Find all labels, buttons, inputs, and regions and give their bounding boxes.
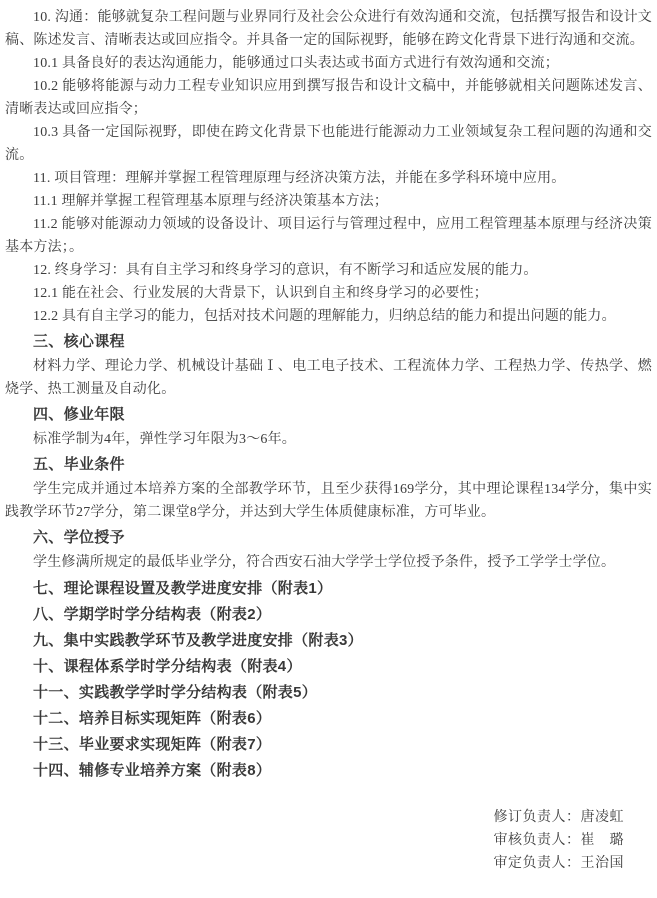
attachment-heading-table1: 七、理论课程设置及教学进度安排（附表1） bbox=[33, 580, 333, 597]
section-heading-graduation-requirements: 五、毕业条件 bbox=[33, 456, 125, 473]
paragraph-12-2: 12.2 具有自主学习的能力，包括对技术问题的理解能力，归纳总结的能力和提出问题的能力。 bbox=[33, 309, 616, 324]
paragraph-12-1: 12.1 能在社会、行业发展的大背景下，认识到自主和终身学习的必要性； bbox=[33, 286, 488, 301]
signature-approval-owner: 审定负责人：王治国 bbox=[493, 856, 624, 871]
paragraph-degree-conferral: 学生修满所规定的最低毕业学分，符合西安石油大学学士学位授予条件，授予工学学士学位。 bbox=[33, 555, 616, 570]
attachment-heading-table7: 十三、毕业要求实现矩阵（附表7） bbox=[33, 736, 272, 753]
paragraph-lifelong-learning: 12. 终身学习：具有自主学习和终身学习的意识，有不断学习和适应发展的能力。 bbox=[33, 263, 538, 278]
attachment-heading-table2: 八、学期学时学分结构表（附表2） bbox=[33, 606, 272, 623]
attachment-heading-table4: 十、课程体系学时学分结构表（附表4） bbox=[33, 658, 302, 675]
attachment-heading-table3: 九、集中实践教学环节及教学进度安排（附表3） bbox=[33, 632, 363, 649]
paragraph-10-2: 10.2 能够将能源与动力工程专业知识应用到撰写报告和设计文稿中，并能够就相关问题陈述发言、清晰表达或回应指令； bbox=[5, 79, 652, 117]
section-heading-degree-conferral: 六、学位授予 bbox=[33, 529, 125, 546]
paragraph-10-3: 10.3 具备一定国际视野，即使在跨文化背景下也能进行能源动力工业领域复杂工程问题的沟通和交流。 bbox=[5, 125, 652, 163]
section-heading-core-courses: 三、核心课程 bbox=[33, 333, 125, 350]
paragraph-project-management: 11. 项目管理：理解并掌握工程管理原理与经济决策方法，并能在多学科环境中应用。 bbox=[33, 171, 566, 186]
paragraph-10-1: 10.1 具备良好的表达沟通能力，能够通过口头表达或书面方式进行有效沟通和交流； bbox=[33, 56, 559, 71]
section-heading-study-duration: 四、修业年限 bbox=[33, 406, 125, 423]
paragraph-graduation-requirements: 学生完成并通过本培养方案的全部教学环节，且至少获得169学分，其中理论课程134学分，集中实践教学环节27学分，第二课堂8学分，并达到大学生体质健康标准，方可毕业。 bbox=[5, 482, 652, 520]
signature-block bbox=[5, 806, 652, 875]
signature-review-owner: 审核负责人：崔 璐 bbox=[493, 833, 624, 848]
paragraph-communication: 10. 沟通：能够就复杂工程问题与业界同行及社会公众进行有效沟通和交流，包括撰写报告和设计文稿、陈述发言、清晰表达或回应指令。并具备一定的国际视野，能够在跨文化背景下进行沟通和交流。 bbox=[5, 10, 652, 48]
paragraph-study-duration: 标准学制为4年，弹性学习年限为3～6年。 bbox=[33, 432, 296, 447]
attachment-heading-table8: 十四、辅修专业培养方案（附表8） bbox=[33, 762, 272, 779]
paragraph-core-courses: 材料力学、理论力学、机械设计基础Ⅰ、电工电子技术、工程流体力学、工程热力学、传热学、燃烧学、热工测量及自动化。 bbox=[5, 359, 652, 397]
attachment-heading-table5: 十一、实践教学学时学分结构表（附表5） bbox=[33, 684, 318, 701]
attachment-heading-table6: 十二、培养目标实现矩阵（附表6） bbox=[33, 710, 272, 727]
paragraph-11-1: 11.1 理解并掌握工程管理基本原理与经济决策基本方法； bbox=[33, 194, 389, 209]
paragraph-11-2: 11.2 能够对能源动力领域的设备设计、项目运行与管理过程中，应用工程管理基本原理与经济决策基本方法；。 bbox=[5, 217, 652, 255]
signature-revision-owner: 修订负责人：唐凌虹 bbox=[493, 810, 624, 825]
